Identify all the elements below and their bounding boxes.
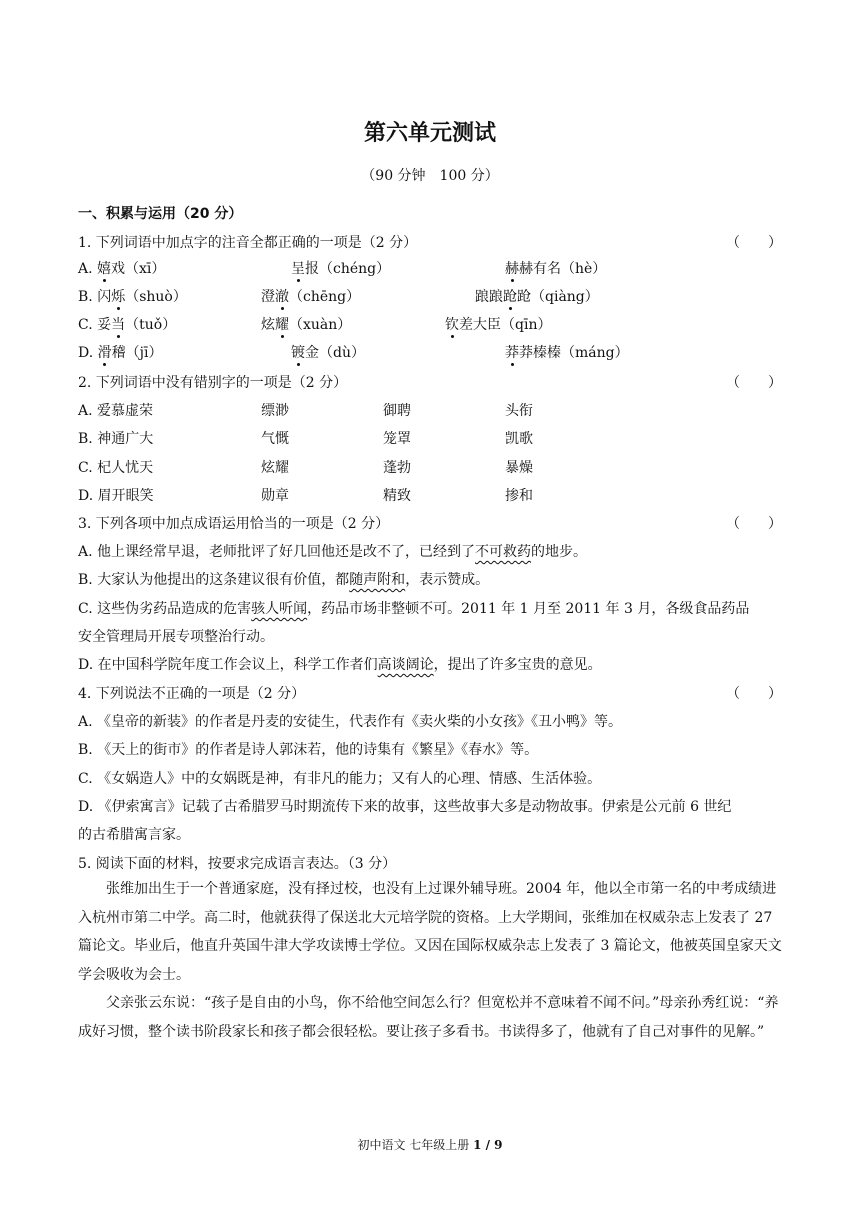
option-b-item-2: 澄澈（chēng） xyxy=(261,286,360,306)
page-number: 1 / 9 xyxy=(473,1138,503,1152)
answer-bracket: （ ） xyxy=(726,235,782,251)
question-3-option-c: C. 这些伪劣药品造成的危害骇人听闻，药品市场非整顿不可。2011 年 1 月至 2011 年 3 月，各级食品药品 xyxy=(78,601,750,617)
option-c-item-3: 钦差大臣（qīn） xyxy=(445,314,551,334)
option-b-word-2: 气慨 xyxy=(261,431,289,447)
option-c-word-1: C. 杞人忧天 xyxy=(78,460,154,476)
test-duration-score: （90 分钟 100 分） xyxy=(361,168,499,184)
answer-bracket: （ ） xyxy=(726,516,782,532)
question-4-option-d: D. 《伊索寓言》记载了古希腊罗马时期流传下来的故事，这些故事大多是动物故事。伊索是公元前 6 世纪 xyxy=(78,799,732,815)
question-3-stem: 3. 下列各项中加点成语运用恰当的一项是（2 分） xyxy=(78,516,390,532)
option-d-item-1: D. 滑稽（jī） xyxy=(78,342,162,362)
option-c-word-2: 炫耀 xyxy=(261,460,289,476)
option-a-item-2: 呈报（chéng） xyxy=(291,258,390,278)
footer-course: 初中语文 七年级上册 xyxy=(357,1138,474,1152)
question-2-stem: 2. 下列词语中没有错别字的一项是（2 分） xyxy=(78,375,348,391)
page-footer xyxy=(0,1136,860,1153)
answer-bracket: （ ） xyxy=(726,375,782,391)
option-a-word-3: 御聘 xyxy=(383,403,411,419)
section-heading: 一、积累与运用（20 分） xyxy=(78,206,243,222)
option-c-item-2: 炫耀（xuàn） xyxy=(261,314,351,334)
option-b-item-3: 踉踉跄跄（qiàng） xyxy=(475,286,599,306)
question-3-option-b: B. 大家认为他提出的这条建议很有价值，都随声附和，表示赞成。 xyxy=(78,572,490,588)
reading-paragraph-2: 父亲张云东说：“孩子是自由的小鸟，你不给他空间怎么行？但宽松并不意味着不闻不问。”母亲孙秀红说：“养成好习惯，整个读书阶段家长和孩子都会很轻松。要让孩子多看书。书读得多了，他就有了自己对事件的见解。” xyxy=(78,995,779,1040)
option-b-word-1: B. 神通广大 xyxy=(78,431,154,447)
option-d-word-4: 掺和 xyxy=(505,488,533,504)
option-b-word-3: 笼罩 xyxy=(383,431,411,447)
option-a-word-4: 头衔 xyxy=(505,403,533,419)
option-d-item-3: 莽莽榛榛（máng） xyxy=(505,342,629,362)
option-c-word-4: 暴燥 xyxy=(505,460,533,476)
question-5-stem: 5. 阅读下面的材料，按要求完成语言表达。（3 分） xyxy=(78,856,397,872)
reading-paragraph-1: 张维加出生于一个普通家庭，没有择过校，也没有上过课外辅导班。2004 年，他以全市第一名的中考成绩进入杭州市第二中学。高二时，他就获得了保送北大元培学院的资格。上大学期间，张维加在权威杂志上发表了 27 篇论文。毕业后，他直升英国牛津大学攻读博士学位。又因在国际权威杂志上发表了 3 篇论文，他被英国皇家天文学会吸收为会士。 xyxy=(78,881,782,983)
option-d-word-3: 精致 xyxy=(383,488,411,504)
option-a-word-2: 缥渺 xyxy=(261,403,289,419)
question-4-option-a: A. 《皇帝的新装》的作者是丹麦的安徒生，代表作有《卖火柴的小女孩》《丑小鸭》等。 xyxy=(78,714,623,730)
question-4-option-b: B. 《天上的街市》的作者是诗人郭沫若，他的诗集有《繁星》《春水》等。 xyxy=(78,742,539,758)
question-4-option-c: C. 《女娲造人》中的女娲既是神，有非凡的能力；又有人的心理、情感、生活体验。 xyxy=(78,771,602,787)
page-title: 第六单元测试 xyxy=(363,121,496,146)
option-c-item-1: C. 妥当（tuǒ） xyxy=(78,314,176,334)
option-d-word-1: D. 眉开眼笑 xyxy=(78,488,154,504)
option-d-word-2: 勋章 xyxy=(261,488,289,504)
option-d-item-2: 镀金（dù） xyxy=(291,342,365,362)
option-c-word-3: 蓬勃 xyxy=(383,460,411,476)
option-a-item-3: 赫赫有名（hè） xyxy=(505,258,606,278)
question-3-option-d: D. 在中国科学院年度工作会议上，科学工作者们高谈阔论，提出了许多宝贵的意见。 xyxy=(78,657,602,673)
option-b-word-4: 凯歌 xyxy=(505,431,533,447)
question-1-stem: 1. 下列词语中加点字的注音全都正确的一项是（2 分） xyxy=(78,235,418,251)
option-a-word-1: A. 爱慕虚荣 xyxy=(78,403,154,419)
option-b-item-1: B. 闪烁（shuò） xyxy=(78,286,187,306)
answer-bracket: （ ） xyxy=(726,686,782,702)
question-3-option-c-cont: 安全管理局开展专项整治行动。 xyxy=(78,629,274,645)
option-a-item-1: A. 嬉戏（xī） xyxy=(78,258,165,278)
question-4-option-d-cont: 的古希腊寓言家。 xyxy=(78,827,190,843)
question-3-option-a: A. 他上课经常早退，老师批评了好几回他还是改不了，已经到了不可救药的地步。 xyxy=(78,544,588,560)
question-4-stem: 4. 下列说法不正确的一项是（2 分） xyxy=(78,686,306,702)
